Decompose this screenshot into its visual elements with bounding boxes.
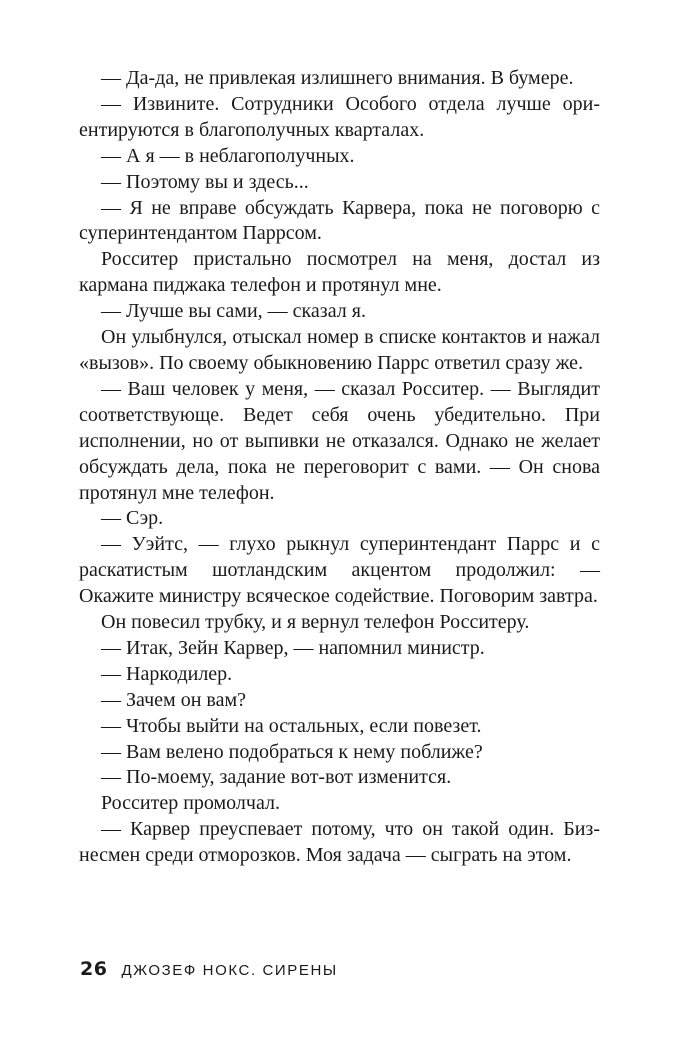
paragraph: — Да-да, не привлекая излишнего внимания. В бумере. [101, 67, 574, 89]
paragraph: Он улыбнулся, отыскал номер в списке контактов и нажал «вызов». По своему обыкновению Паррс ответил сразу же. [79, 326, 600, 374]
paragraph: — Итак, Зейн Карвер, — напомнил министр. [101, 636, 485, 659]
paragraph: Росситер промолчал. [101, 792, 280, 815]
paragraph: — Лучше вы сами, — сказал я. [101, 300, 366, 323]
paragraph: — По-моему, задание вот-вот изменится. [101, 766, 452, 789]
running-title: ДЖОЗЕФ НОКС. СИРЕНЫ [121, 962, 338, 979]
paragraph: — Я не вправе обсуждать Карвера, пока не поговорю с суперинтендантом Паррсом. [79, 196, 600, 245]
paragraph: — Вам велено подобраться к нему поближе? [101, 740, 483, 763]
paragraph: — Карвер преуспевает потому, что он такой один. Бизнесмен среди отморозков. Моя задача — сыграть на этом. [79, 818, 600, 867]
paragraph: — Зачем он вам? [101, 688, 246, 711]
page-footer [80, 958, 338, 982]
paragraph: — Уэйтс, — глухо рыкнул суперинтендант Паррс и с раскатистым шотландским акцентом продолжил: — Окажите министру всяческое содействие. Поговорим завтра. [79, 533, 600, 608]
paragraph: — Извините. Сотрудники Особого отдела лучше ориентируются в благополучных кварталах. [79, 92, 600, 141]
body-text [79, 66, 600, 869]
paragraph: — Сэр. [101, 507, 164, 530]
paragraph: Он повесил трубку, и я вернул телефон Росситеру. [101, 611, 530, 634]
paragraph: — Наркодилер. [101, 662, 233, 685]
paragraph: — Ваш человек у меня, — сказал Росситер. — Выглядит соответствующе. Ведет себя очень убедительно. При исполнении, но от выпивки не отказался. Однако не желает обсуждать дела, пока не переговорит с вами. — Он снова протянул мне телефон. [79, 377, 600, 504]
page-number: 26 [80, 958, 108, 980]
paragraph: Росситер пристально посмотрел на меня, достал из кармана пиджака телефон и протянул мне. [79, 248, 600, 297]
paragraph: — А я — в неблагополучных. [101, 144, 355, 167]
paragraph: — Чтобы выйти на остальных, если повезет. [101, 714, 482, 737]
paragraph: — Поэтому вы и здесь... [101, 170, 309, 193]
